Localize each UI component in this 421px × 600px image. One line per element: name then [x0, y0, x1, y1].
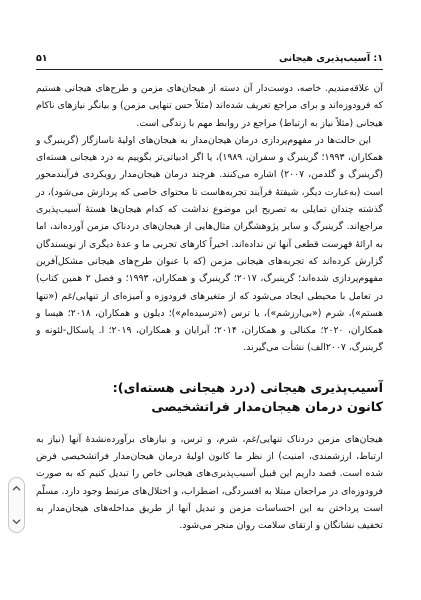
chevron-up-icon[interactable]	[10, 482, 23, 495]
section-heading-line-2: کانون درمان هیجان‌مدار فراتشخیصی	[151, 399, 383, 415]
page-body	[36, 80, 383, 535]
section-paragraph: هیجان‌های مزمن دردناک تنهایی/غم، شرم، و ترس، و نیازهای برآورده‌نشدهٔ آنها (نیاز به ارتباط، ارزشمندی، امنیت) از نظر ما کانون اولیهٔ درمان هیجان‌مدار فراتشخیصی فرض شده است. قصد داریم این قبیل آسیب‌پذیری‌های هیجانی خاص را تبدیل کنیم که به صورت فرودوزه‌ای در مراجعان مبتلا به افسردگی، اضطراب، و اختلال‌های مرتبط وجود دارد. مسلّم است پرداختن به این احساسات مزمن و تبدیل آنها از طریق مداخله‌های هیجان‌مدار به تخفیف نشانگان و ارتقای سلامت روان منجر می‌شود.	[36, 433, 383, 532]
header-divider	[36, 69, 383, 70]
section-heading	[36, 379, 383, 417]
chevron-down-icon[interactable]	[10, 515, 23, 528]
chapter-title: ۱: آسیب‌پذیری هیجانی	[278, 52, 383, 64]
paragraph-2: این حالت‌ها در مفهوم‌پردازی درمان هیجان‌مدار به هیجان‌های اولیهٔ ناسازگار (گرینبرگ و همکاران، ۱۹۹۳؛ گرینبرگ و سفران، ۱۹۸۹)، یا اگر ادبیاتی‌تر بگوییم به درد هیجانی هسته‌ای (گرینبرگ و گلدمن، ۲۰۰۷) اشاره می‌کنند. هرچند درمان هیجان‌مدار رویکردی فرآیندمحور است (به‌عبارت دیگر، شیفتهٔ فرآیند تجربه‌هاست تا محتوای خاصی که پردازش می‌شود)، در گذشته چندان تمایلی به تصریح این موضوع نداشت که کدام هیجان‌ها هستهٔ آسیب‌پذیری مراجع‌اند. گرینبرگ و سایر پژوهشگران مثال‌هایی از هیجان‌های دردناک مزمن آورده‌اند، اما به ارائهٔ فهرست قطعی آنها تن نداده‌اند. اخیراً کارهای تجربی ما و عدهٔ دیگری از نویسندگان گزارش کرده‌اند که تجربه‌های هیجانی مزمن (که با عنوان طرح‌های هیجانی مشکل‌آفرین مفهوم‌پردازی شده‌اند؛ گرینبرگ، ۲۰۱۷؛ گرینبرگ و همکاران، ۱۹۹۳؛ و فصل ۲ همین کتاب) در تعامل با محیطی ایجاد می‌شود که از متغیرهای فرودوزه و آمیزه‌ای از تنهایی/غم («تنها هستم»)، شرم («بی‌ارزشم»)، یا ترس («ترسیده‌ام»)؛ دیلون و همکاران، ۲۰۱۸؛ هیسا و همکاران، ۲۰۲۰؛ مکنالی و همکاران، ۲۰۱۴؛ آبرایان و همکاران، ۲۰۱۹؛ ا. پاسکال-لئونه و گرینبرگ، ۲۰۰۷الف) نشأت می‌گیرند.	[36, 134, 384, 354]
section-heading-line-1: آسیب‌پذیری هیجانی (درد هیجانی هسته‌ای):	[112, 380, 383, 396]
paragraph-1: آن علاقه‌مندیم. خاصه، دوست‌دار آن دسته از هیجان‌های مزمن و طرح‌های هیجانی هستیم که فرودوزه‌اند و برای مراجع تعریف شده‌اند (مثلاً حس تنهایی مزمن) و بیانگر نیازهای ناکام هیجانی (مثلاً نیاز به ارتباط) مراجع در روابط مهم با زندگی است.	[36, 83, 383, 129]
page-scroll-control	[8, 477, 25, 533]
page-number: ۵۱	[36, 52, 48, 64]
running-header	[36, 50, 383, 66]
